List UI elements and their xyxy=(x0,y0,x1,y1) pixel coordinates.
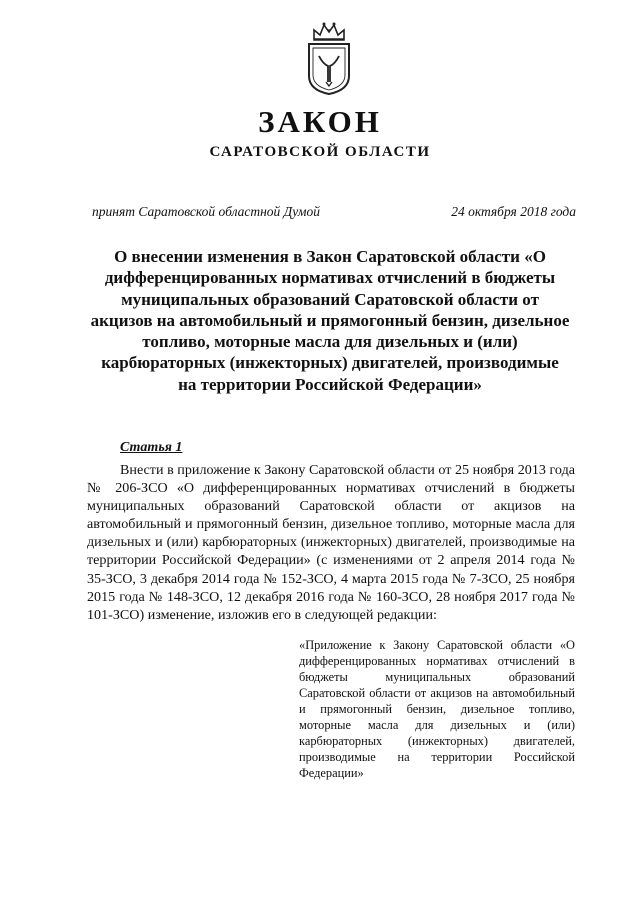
coat-of-arms-icon xyxy=(304,20,354,96)
article-title: Статья 1 xyxy=(120,440,183,455)
adoption-line xyxy=(92,204,576,220)
law-title: ЗАКОН xyxy=(258,104,382,139)
annex-quote: «Приложение к Закону Саратовской области «О дифференцированных нормативах отчислений в бюджеты муниципальных образований Саратовской области от акцизов на автомобильный и прямогонный бензин, дизельное топливо, моторные масла для дизельных и (или) карбюраторных (инжекторных) двигателей, производимые на территории Российской Федерации» xyxy=(299,638,575,780)
article-body: Внести в приложение к Закону Саратовской области от 25 ноября 2013 года № 206-ЗСО «О дифференцированных нормативах отчислений в бюджеты муниципальных образований Саратовской области от акцизов на автомобильный и прямогонный бензин, дизельное топливо, моторные масла для дизельных и (или) карбюраторных (инжекторных) двигателей, производимые на территории Российской Федерации» (с изменениями от 2 апреля 2014 года № 35-ЗСО, 3 декабря 2014 года № 152-ЗСО, 4 марта 2015 года № 7-ЗСО, 25 ноября 2015 года № 148-ЗСО, 12 декабря 2016 года № 160-ЗСО, 28 ноября 2017 года № 101-ЗСО) изменение, изложив его в следующей редакции: xyxy=(87,462,575,623)
law-subtitle: САРАТОВСКОЙ ОБЛАСТИ xyxy=(209,144,431,160)
document-heading: О внесении изменения в Закон Саратовской области «О дифференцированных нормативах отчислений в бюджеты муниципальных образований Саратовской области от акцизов на автомобильный и прямогонный бензин, дизельное топливо, моторные масла для дизельных и (или) карбюраторных (инжекторных) двигателей, производимые на территории Российской Федерации» xyxy=(90,247,570,394)
adoption-date: 24 октября 2018 года xyxy=(451,204,576,219)
adopted-by: принят Саратовской областной Думой xyxy=(92,204,321,219)
